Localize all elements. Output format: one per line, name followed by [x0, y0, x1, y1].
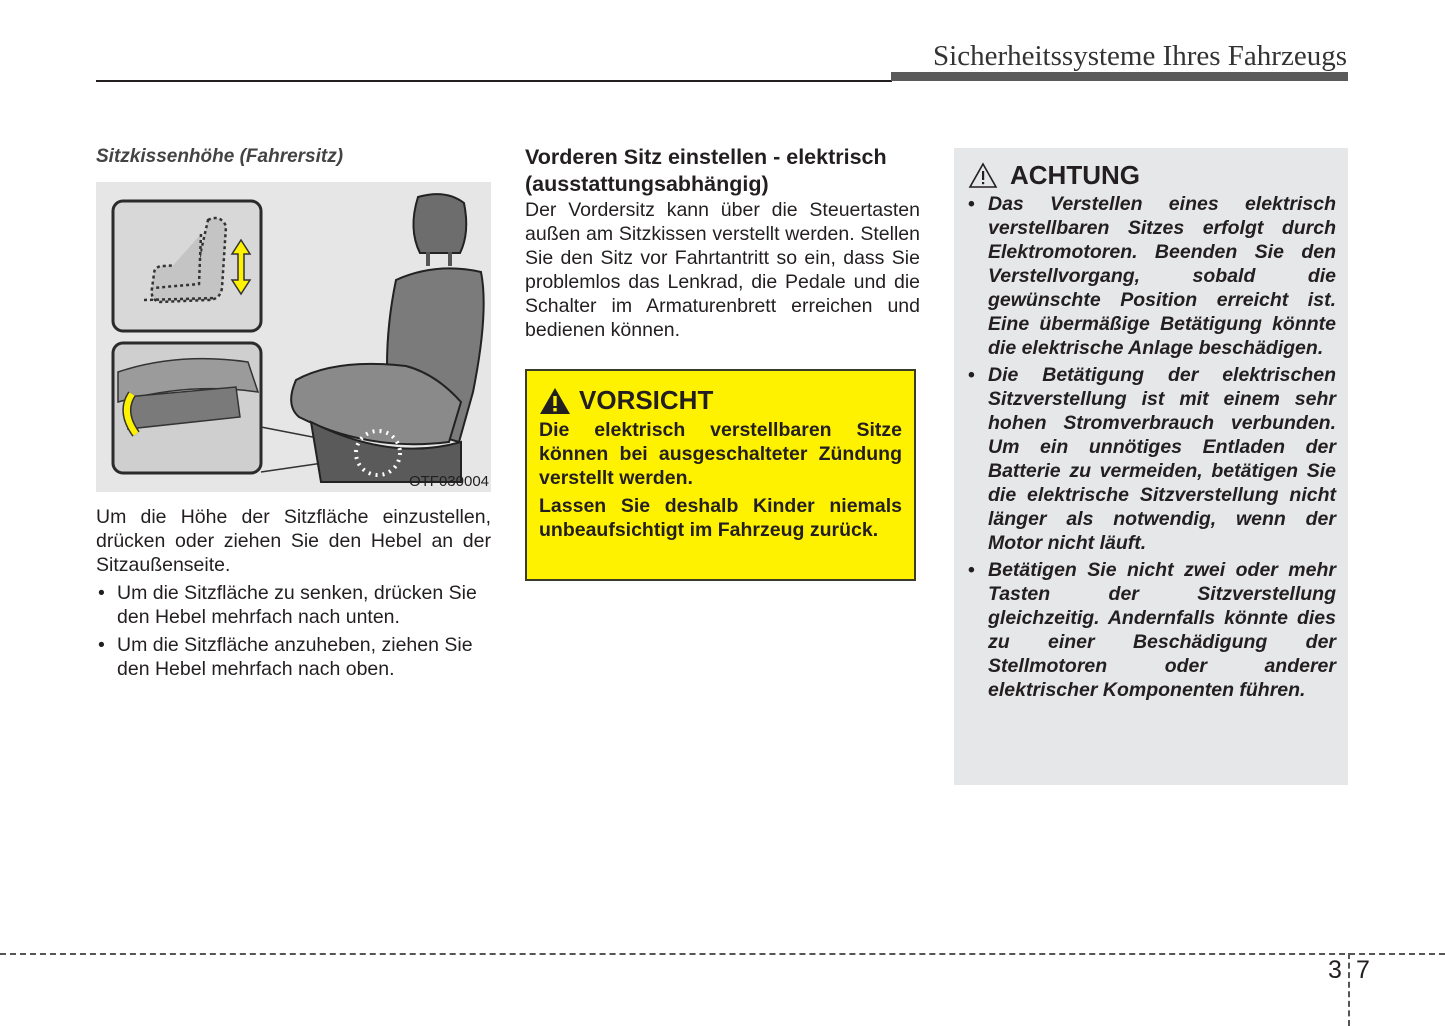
list-item: • Die Betätigung der elektrischen Sitzverstellung ist mit einem sehr hohen Stromverbrauch verbunden. Um ein unnötiges Entladen der Batterie zu vermeiden, betätigen Sie die elektrische Sitzverstellung nicht länger als notwendig, wenn der Motor nicht läuft.: [966, 363, 1336, 555]
intro-paragraph: Um die Höhe der Sitzfläche einzustellen, drücken oder ziehen Sie den Hebel an der Sitzaußenseite.: [96, 506, 491, 576]
middle-column: [525, 144, 920, 581]
page-number: 7: [1356, 956, 1370, 984]
chapter-title: Sicherheitssysteme Ihres Fahrzeugs: [933, 40, 1347, 72]
warning-triangle-outline-icon: [968, 162, 998, 189]
list-item: • Das Verstellen eines elektrisch verstellbaren Sitzes erfolgt durch Elektromotoren. Beenden Sie den Verstellvorgang, sobald die gewünschte Position erreicht ist. Eine übermäßige Betätigung könnte die elektrische Anlage beschädigen.: [966, 192, 1336, 360]
seat-drawing: [291, 194, 484, 482]
section-heading: Vorderen Sitz einstellen - elektrisch (ausstattungsabhängig): [525, 145, 887, 196]
list-item: • Betätigen Sie nicht zwei oder mehr Tasten der Sitzverstellung gleichzeitig. Andernfalls könnte dies zu einer Beschädigung der Stellmotoren oder anderer elektrischer Komponenten führen.: [966, 558, 1336, 702]
chapter-number: 3: [1328, 956, 1342, 984]
body-paragraph: Der Vordersitz kann über die Steuertasten außen am Sitzkissen verstellt werden. Stellen Sie den Sitz vor Fahrtantritt so ein, dass Sie problemlos das Lenkrad, die Pedale und die Schalter im Armaturenbrett erreichen und bedienen können.: [525, 199, 920, 341]
caution-text: Lassen Sie deshalb Kinder niemals unbeaufsichtigt im Fahrzeug zurück.: [539, 495, 902, 541]
list-item: • Um die Sitzfläche zu senken, drücken Sie den Hebel mehrfach nach unten.: [96, 581, 491, 629]
notice-title: ACHTUNG: [1010, 160, 1140, 190]
left-column: [96, 140, 491, 685]
caution-text: Die elektrisch verstellbaren Sitze können bei ausgeschalteter Zündung verstellt werden.: [539, 419, 902, 489]
footer-rule: [0, 953, 1445, 955]
caution-box: [525, 369, 916, 581]
instruction-list: [96, 581, 491, 681]
header-rule: [96, 80, 892, 82]
footer-divider: [1348, 953, 1350, 1026]
header-bar: [891, 72, 1348, 81]
notice-box: [954, 148, 1348, 785]
figure-code: OTF030004: [408, 473, 489, 490]
section-subheading: Sitzkissenhöhe (Fahrersitz): [96, 146, 344, 167]
caution-title: VORSICHT: [579, 385, 714, 415]
seat-height-figure: [96, 182, 491, 492]
notice-list: [966, 192, 1336, 702]
list-item: • Um die Sitzfläche anzuheben, ziehen Sie den Hebel mehrfach nach oben.: [96, 633, 491, 681]
seat-illustration: [96, 182, 491, 492]
warning-triangle-filled-icon: [539, 387, 571, 415]
